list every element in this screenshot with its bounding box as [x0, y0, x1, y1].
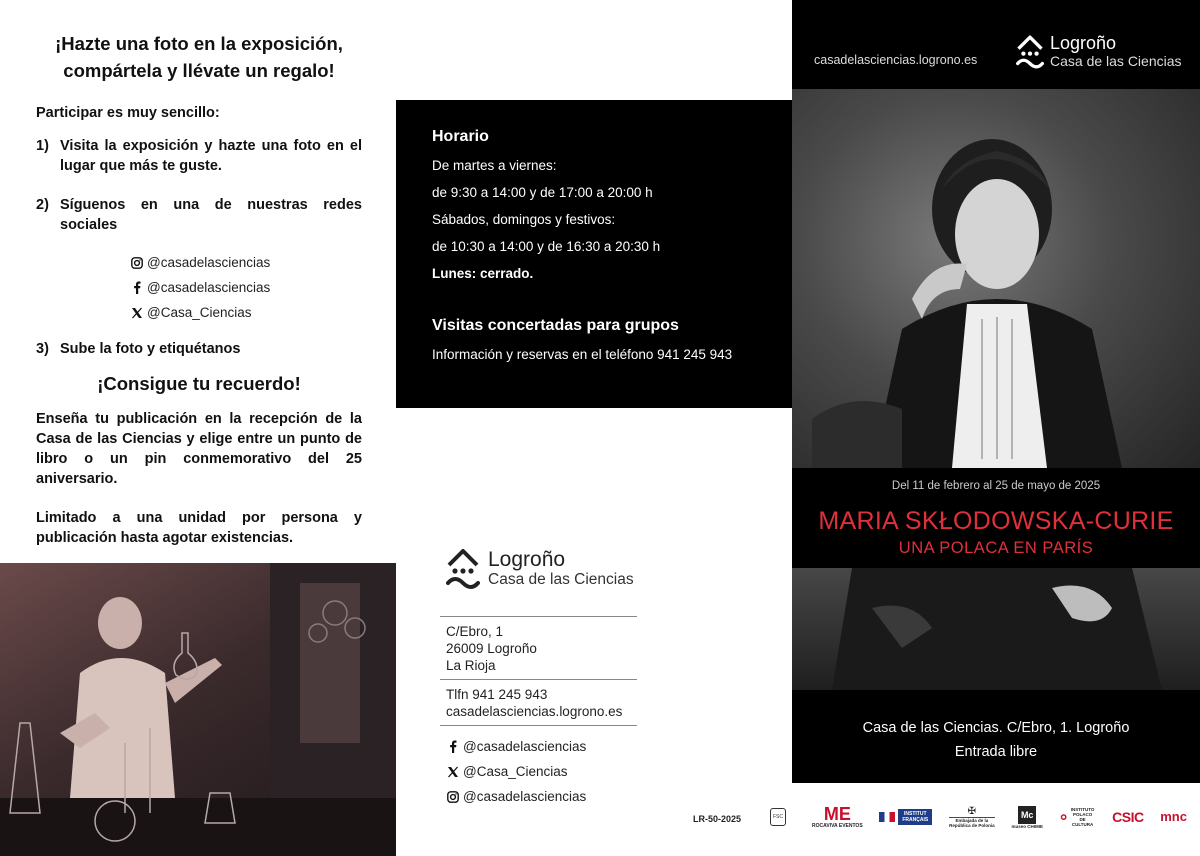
groups-info: Información y reservas en el teléfono 941 245 943: [432, 347, 733, 362]
social-list: [130, 250, 362, 325]
phone-web-block: [440, 679, 637, 725]
sponsor-embajada-polonia: ✠ Embajada de la República de Polonia: [949, 805, 995, 828]
souvenir-limit: Limitado a una unidad por persona y publicación hasta agotar existencias.: [36, 510, 362, 546]
entry-info: Entrada libre: [954, 744, 1038, 760]
monday-closed: Lunes: cerrado.: [432, 266, 534, 281]
website-link[interactable]: casadelasciencias.logrono.es: [446, 704, 623, 719]
cover-panel: [792, 0, 1200, 783]
contact-x[interactable]: @Casa_Ciencias: [446, 759, 637, 784]
phone-number[interactable]: Tlfn 941 245 943: [446, 687, 548, 702]
logo-icon: [1016, 33, 1044, 71]
cover-logo-city: Logroño: [1050, 33, 1117, 53]
weekdays-label: De martes a viernes:: [432, 158, 557, 173]
facebook-icon: [446, 740, 459, 753]
venue-info: [792, 716, 1200, 764]
address-block: C/Ebro, 1 26009 Logroño La Rioja: [440, 616, 637, 679]
social-x[interactable]: @Casa_Ciencias: [130, 300, 362, 325]
sponsor-institut-francais: INSTITUT FRANÇAIS: [879, 809, 932, 825]
laboratory-photo: [0, 563, 396, 856]
logo-org: Casa de las Ciencias: [488, 571, 634, 588]
venue-address: Casa de las Ciencias. C/Ebro, 1. Logroño: [862, 720, 1130, 736]
exhibition-dates: Del 11 de febrero al 25 de mayo de 2025: [891, 480, 1101, 492]
step-1: 1) Visita la exposición y hazte una foto en el lugar que más te guste.: [36, 138, 362, 174]
legal-deposit: LR-50-2025: [693, 814, 742, 824]
instagram-icon: [130, 256, 143, 269]
instagram-icon: [446, 790, 459, 803]
x-icon: [130, 306, 143, 319]
step-3: 3) Sube la foto y etiquétanos: [36, 341, 241, 357]
weekdays-hours: de 9:30 a 14:00 y de 17:00 a 20:00 h: [432, 185, 653, 200]
social-instagram[interactable]: @casadelasciencias: [130, 250, 362, 275]
sponsor-museo: Mc museo CHIMIE: [1011, 806, 1043, 829]
contact-info: [440, 616, 637, 809]
contact-socials: [440, 725, 637, 809]
weekend-hours: de 10:30 a 14:00 y de 16:30 a 20:30 h: [432, 239, 661, 254]
facebook-icon: [130, 281, 143, 294]
exhibition-subtitle: UNA POLACA EN PARÍS: [898, 539, 1094, 557]
cover-logo-org: Casa de las Ciencias: [1050, 53, 1182, 69]
logrono-logo: [446, 547, 634, 591]
contest-intro: Participar es muy sencillo:: [36, 105, 220, 121]
sponsor-csic: CSIC: [1112, 809, 1144, 825]
hours-heading: Horario: [432, 128, 489, 145]
cover-logo: [1016, 33, 1182, 71]
opening-hours-box: [396, 100, 792, 408]
groups-heading: Visitas concertadas para grupos: [432, 317, 679, 334]
contest-title: ¡Hazte una foto en la exposición, compártela y llévate un regalo!: [55, 33, 343, 81]
curie-portrait: [792, 89, 1200, 468]
photo-contest-section: [36, 30, 362, 584]
souvenir-description: Enseña tu publicación en la recepción de la Casa de las Ciencias y elige entre un punto de libro o un pin conmemorativo del 25 aniversario.: [36, 411, 362, 487]
souvenir-heading: ¡Consigue tu recuerdo!: [97, 373, 301, 394]
step-2: 2) Síguenos en una de nuestras redes sociales: [36, 197, 362, 233]
weekend-label: Sábados, domingos y festivos:: [432, 212, 616, 227]
sponsor-logos: [812, 800, 1187, 834]
sponsor-rocaviva: ME ROCAVIVA EVENTOS: [812, 804, 863, 829]
cover-url[interactable]: casadelasciencias.logrono.es: [814, 53, 978, 67]
logo-city: Logroño: [488, 548, 566, 571]
x-icon: [446, 765, 459, 778]
sponsor-instituto-polaco: ⸰ INSTITUTO POLACO DE CULTURA: [1059, 807, 1095, 827]
curie-portrait-hands: [792, 568, 1200, 690]
exhibition-title: MARIA SKŁODOWSKA-CURIE: [818, 507, 1174, 535]
fsc-badge: FSC: [770, 808, 786, 826]
sponsor-mnc: mnc: [1160, 809, 1187, 824]
contact-instagram[interactable]: @casadelasciencias: [446, 784, 637, 809]
logo-icon: [446, 547, 480, 591]
social-facebook[interactable]: @casadelasciencias: [130, 275, 362, 300]
contact-facebook[interactable]: @casadelasciencias: [446, 734, 637, 759]
